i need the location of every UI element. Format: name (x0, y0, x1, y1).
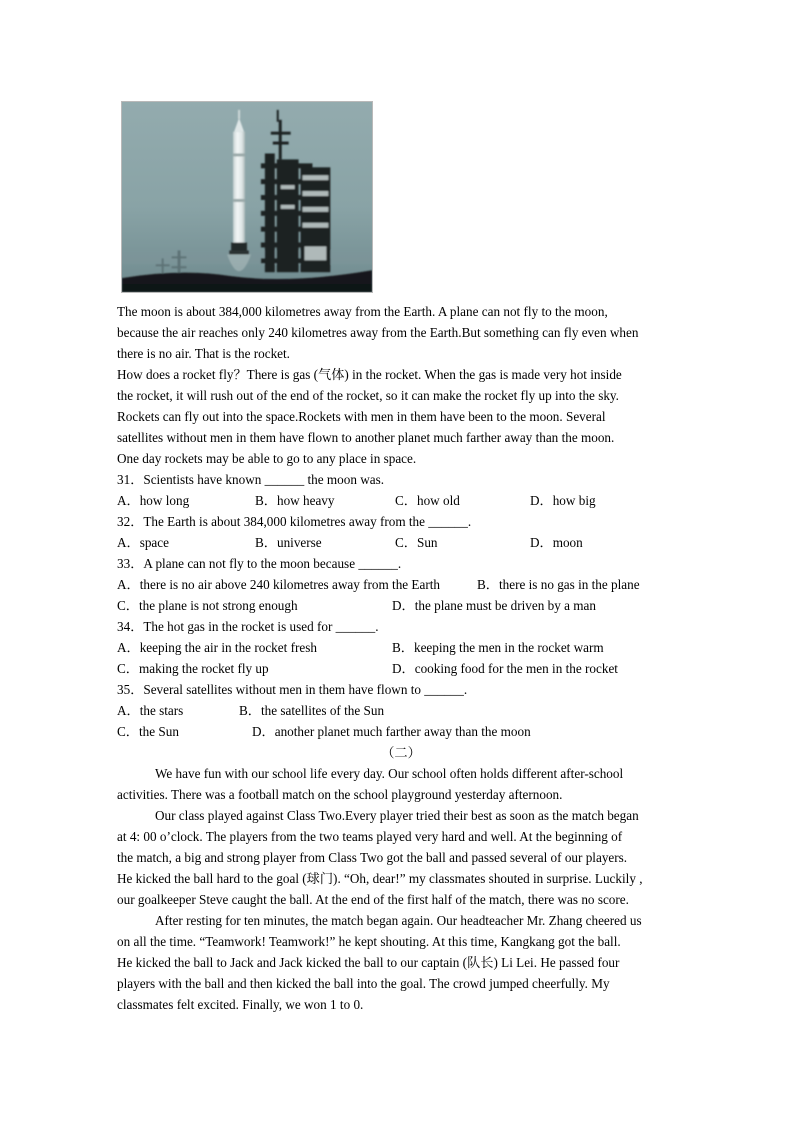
passage-one (117, 301, 685, 469)
question-34 (117, 616, 685, 679)
option-d[interactable]: D．how big (530, 493, 596, 508)
option-d[interactable]: D．moon (530, 535, 583, 550)
passage-two-line: He kicked the ball to Jack and Jack kicked the ball to our captain (队长) Li Lei. He passed four (117, 955, 620, 970)
passage-one-line: because the air reaches only 240 kilometres away from the Earth.But something can fly even when (117, 325, 639, 340)
question-32-options (117, 532, 685, 553)
option-a[interactable]: A．the stars (117, 703, 184, 718)
question-33-options-row-2 (117, 595, 685, 616)
question-32 (117, 511, 685, 553)
option-b[interactable]: B．keeping the men in the rocket warm (392, 640, 604, 655)
question-33 (117, 553, 685, 616)
passage-one-line: How does a rocket fly？There is gas (气体) in the rocket. When the gas is made very hot inside (117, 367, 622, 382)
passage-two-line: the match, a big and strong player from Class Two got the ball and passed several of our players. (117, 850, 628, 865)
option-a[interactable]: A．there is no air above 240 kilometres away from the Earth (117, 577, 440, 592)
option-d[interactable]: D．another planet much farther away than the moon (252, 724, 531, 739)
passage-two-line: our goalkeeper Steve caught the ball. At the end of the first half of the match, there was no score. (117, 892, 629, 907)
question-35-options-row-1 (117, 700, 685, 721)
option-c[interactable]: C．making the rocket fly up (117, 661, 269, 676)
option-a[interactable]: A．space (117, 535, 169, 550)
passage-one-line: there is no air. That is the rocket. (117, 346, 290, 361)
passage-two-line: on all the time. “Teamwork! Teamwork!” he kept shouting. At this time, Kangkang got the ball. (117, 934, 621, 949)
question-35 (117, 679, 685, 742)
passage-two-line: After resting for ten minutes, the match began again. Our headteacher Mr. Zhang cheered us (155, 913, 642, 928)
rocket-launch-photo (121, 101, 373, 293)
option-c[interactable]: C．Sun (395, 535, 438, 550)
option-b[interactable]: B．how heavy (255, 493, 335, 508)
passage-one-line: Rockets can fly out into the space.Rockets with men in them have been to the moon. Several (117, 409, 606, 424)
option-d[interactable]: D．the plane must be driven by a man (392, 598, 596, 613)
passage-two-line: He kicked the ball hard to the goal (球门). “Oh, dear!” my classmates shouted in surprise. Luckily , (117, 871, 643, 886)
passage-one-line: The moon is about 384,000 kilometres away from the Earth. A plane can not fly to the moon, (117, 304, 608, 319)
option-c[interactable]: C．how old (395, 493, 460, 508)
option-c[interactable]: C．the Sun (117, 724, 179, 739)
option-a[interactable]: A．keeping the air in the rocket fresh (117, 640, 317, 655)
option-b[interactable]: B．there is no gas in the plane (477, 577, 640, 592)
question-33-options-row-1 (117, 574, 685, 595)
question-31 (117, 469, 685, 511)
passage-two-line: Our class played against Class Two.Every player tried their best as soon as the match began (155, 808, 639, 823)
question-34-options-row-2 (117, 658, 685, 679)
section-divider-two: （二） (381, 745, 421, 760)
passage-one-line: the rocket, it will rush out of the end of the rocket, so it can make the rocket fly up into the sky. (117, 388, 619, 403)
passage-one-line: satellites without men in them have flown to another planet much farther away than the moon. (117, 430, 615, 445)
passage-two-line: players with the ball and then kicked the ball into the goal. The crowd jumped cheerfully. My (117, 976, 610, 991)
option-b[interactable]: B．the satellites of the Sun (239, 703, 385, 718)
question-35-options-row-2 (117, 721, 685, 742)
question-35-stem: 35．Several satellites without men in them have flown to ______. (117, 682, 468, 697)
question-31-options (117, 490, 685, 511)
option-a[interactable]: A．how long (117, 493, 190, 508)
passage-two-line: We have fun with our school life every day. Our school often holds different after-school (155, 766, 624, 781)
passage-two-line: classmates felt excited. Finally, we won 1 to 0. (117, 997, 364, 1012)
question-34-stem: 34．The hot gas in the rocket is used for ______. (117, 619, 379, 634)
passage-two (117, 763, 685, 1015)
question-33-stem: 33．A plane can not fly to the moon because ______. (117, 556, 402, 571)
question-32-stem: 32．The Earth is about 384,000 kilometres away from the ______. (117, 514, 472, 529)
option-d[interactable]: D．cooking food for the men in the rocket (392, 661, 618, 676)
rocket-launch-illustration (122, 102, 372, 292)
question-34-options-row-1 (117, 637, 685, 658)
passage-two-line: at 4: 00 o’clock. The players from the two teams played very hard and well. At the beginning of (117, 829, 623, 844)
question-31-stem: 31．Scientists have known ______ the moon was. (117, 472, 385, 487)
option-b[interactable]: B．universe (255, 535, 322, 550)
passage-one-line: One day rockets may be able to go to any place in space. (117, 451, 417, 466)
option-c[interactable]: C．the plane is not strong enough (117, 598, 298, 613)
exam-text-content (117, 301, 685, 1015)
passage-two-line: activities. There was a football match on the school playground yesterday afternoon. (117, 787, 563, 802)
